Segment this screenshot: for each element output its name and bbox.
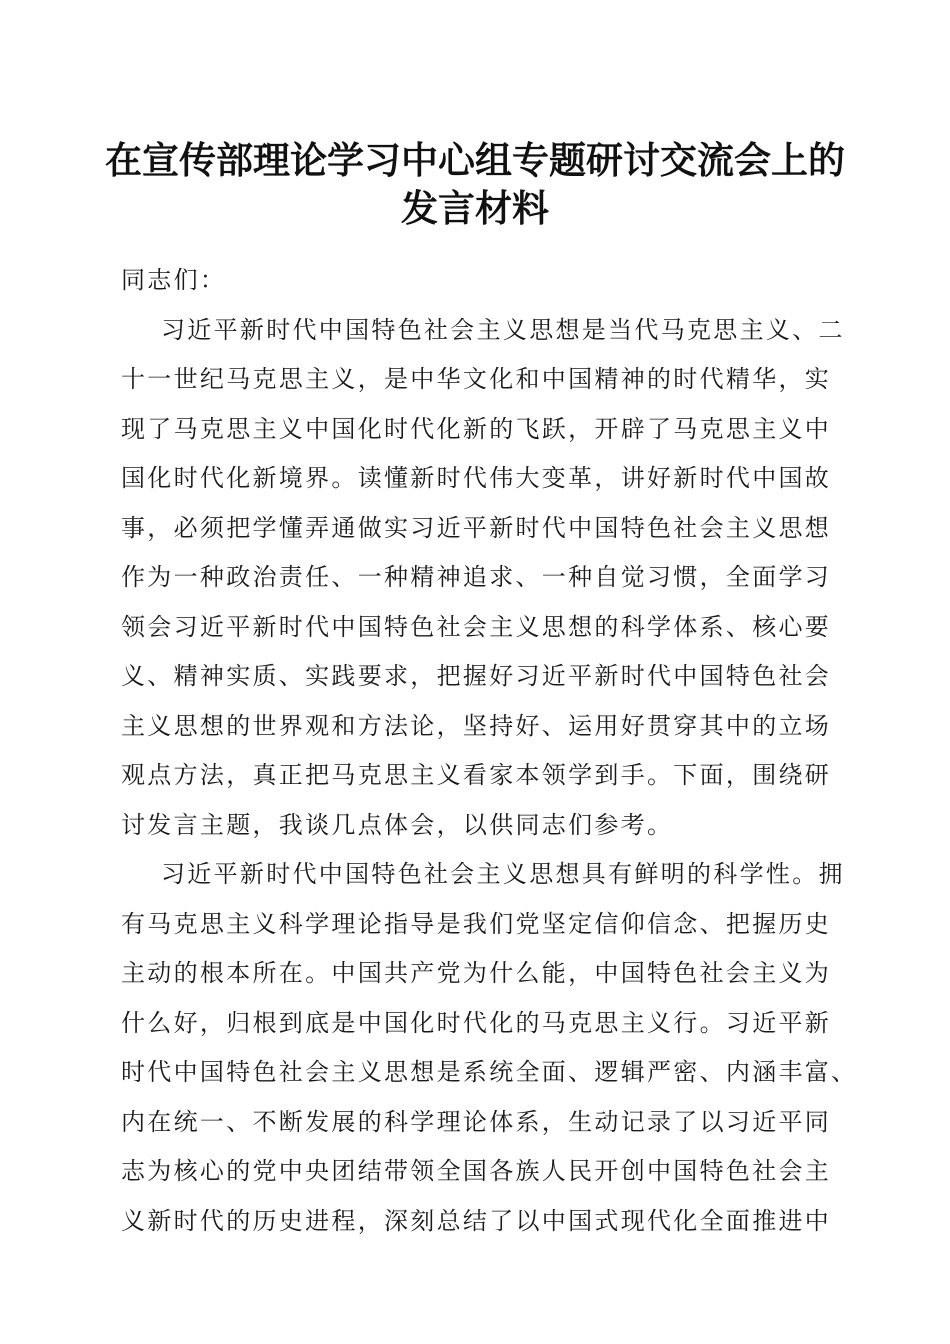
paragraph-1-line: 义、精神实质、实践要求，把握好习近平新时代中国特色社会 — [121, 662, 832, 690]
paragraph-1-line: 十一世纪马克思主义，是中华文化和中国精神的时代精华，实 — [121, 365, 832, 393]
paragraph-1-line: 主义思想的世界观和方法论，坚持好、运用好贯穿其中的立场 — [121, 711, 832, 740]
title-line-1: 在宣传部理论学习中心组专题研讨交流会上的 — [105, 138, 845, 182]
paragraph-1-line: 作为一种政治责任、一种精神追求、一种自觉习惯，全面学习 — [121, 563, 832, 591]
paragraph-2-line: 志为核心的党中央团结带领全国各族人民开创中国特色社会主 — [121, 1157, 832, 1185]
paragraph-1-line: 观点方法，真正把马克思主义看家本领学到手。下面，围绕研 — [121, 761, 832, 789]
document-body — [121, 256, 858, 1246]
paragraph-2-line: 什么好，归根到底是中国化时代化的马克思主义行。习近平新 — [121, 1008, 832, 1037]
paragraph-1-line: 讨发言主题，我谈几点体会，以供同志们参考。 — [121, 810, 674, 839]
paragraph-2-line: 主动的根本所在。中国共产党为什么能，中国特色社会主义为 — [121, 959, 832, 987]
paragraph-2-line: 习近平新时代中国特色社会主义思想具有鲜明的科学性。拥 — [161, 860, 845, 888]
paragraph-2-line: 有马克思主义科学理论指导是我们党坚定信仰信念、把握历史 — [121, 909, 832, 938]
paragraph-1-line: 领会习近平新时代中国特色社会主义思想的科学体系、核心要 — [121, 612, 832, 641]
paragraph-1-line: 习近平新时代中国特色社会主义思想是当代马克思主义、二 — [161, 315, 845, 344]
title-line-2: 发言材料 — [401, 186, 549, 230]
paragraph-2-line: 时代中国特色社会主义思想是系统全面、逻辑严密、内涵丰富、 — [121, 1058, 858, 1086]
paragraph-2-line: 内在统一、不断发展的科学理论体系，生动记录了以习近平同 — [121, 1107, 832, 1136]
document-title — [100, 136, 850, 232]
salutation: 同志们： — [121, 266, 227, 294]
paragraph-2-line: 义新时代的历史进程，深刻总结了以中国式现代化全面推进中 — [121, 1206, 832, 1235]
paragraph-1-line: 现了马克思主义中国化时代化新的飞跃，开辟了马克思主义中 — [121, 414, 832, 443]
paragraph-1-line: 国化时代化新境界。读懂新时代伟大变革，讲好新时代中国故 — [121, 464, 832, 492]
paragraph-1-line: 事，必须把学懂弄通做实习近平新时代中国特色社会主义思想 — [121, 513, 832, 542]
